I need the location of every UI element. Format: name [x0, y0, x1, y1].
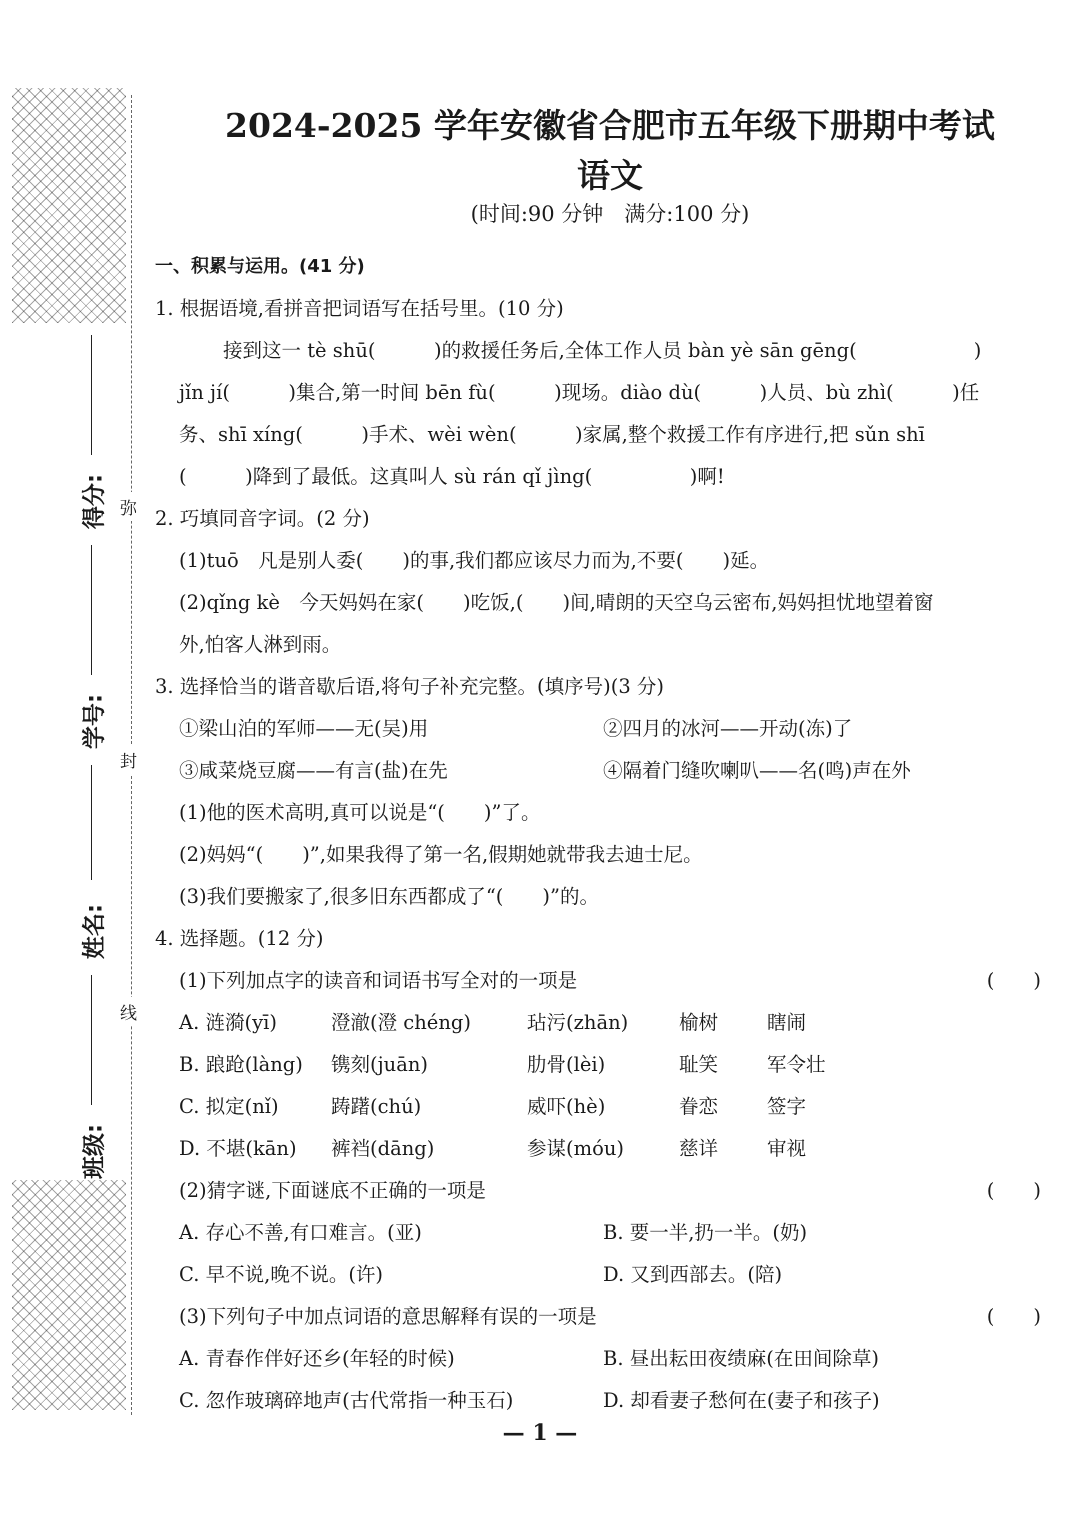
q1-line-1: 接到这一 tè shū( )的救援任务后,全体工作人员 bàn yè sān gēng( ): [223, 339, 982, 362]
q1-title: 1. 根据语境,看拼音把词语写在括号里。(10 分): [155, 297, 564, 320]
section-title: 一、积累与运用。(41 分): [155, 256, 365, 277]
q4-sub2-option-a: A. 存心不善,有口难言。(亚): [179, 1221, 422, 1244]
q4-sub2-stem-row: [155, 1170, 1045, 1212]
name-label: 姓名:: [81, 903, 108, 960]
q4-sub2-answer-paren: ( ): [986, 1179, 1041, 1202]
q4-sub3-row-1: [155, 1338, 1045, 1380]
binding-pattern-bottom: [12, 1180, 126, 1410]
q4-sub1-b-2: 镌刻(juān): [331, 1053, 429, 1076]
q4-sub1-a-5: 瞎闹: [767, 1011, 807, 1034]
q4-sub1-b-3: 肋骨(lèi): [527, 1053, 606, 1076]
q4-sub1-a-1: A. 涟漪(yī): [179, 1011, 277, 1034]
q4-sub1-d-4: 慈详: [679, 1137, 719, 1160]
q4-sub3-answer-paren: ( ): [986, 1305, 1041, 1328]
q3-item-1: (1)他的医术高明,真可以说是“( )”了。: [179, 801, 541, 824]
q4-sub1-stem: (1)下列加点字的读音和词语书写全对的一项是: [179, 969, 578, 992]
q2-line-2: (2)qǐng kè 今天妈妈在家( )吃饭,( )间,晴朗的天空乌云密布,妈妈担忧地望着窗: [179, 591, 934, 614]
q4-sub1-d-2: 裤裆(dāng): [331, 1137, 435, 1160]
exam-content: [155, 246, 1045, 1422]
exam-subject: 语文: [577, 156, 643, 195]
q3-options-row-1: [155, 708, 1045, 750]
q3-item-2: (2)妈妈“( )”,如果我得了第一名,假期她就带我去迪士尼。: [179, 843, 703, 866]
name-line: [91, 765, 92, 880]
q4-sub1-b-1: B. 踉跄(làng): [179, 1053, 303, 1076]
seal-char-feng: 封: [120, 745, 137, 774]
exam-time-info: (时间:90 分钟 满分:100 分): [470, 202, 750, 226]
q4-sub3-option-d: D. 却看妻子愁何在(妻子和孩子): [603, 1389, 880, 1412]
q4-sub2-option-c: C. 早不说,晚不说。(许): [179, 1263, 384, 1286]
q2-title: 2. 巧填同音字词。(2 分): [155, 507, 370, 530]
seal-char-mi: 弥: [120, 492, 137, 521]
q4-sub1-c-1: C. 拟定(nǐ): [179, 1095, 279, 1118]
q4-title: 4. 选择题。(12 分): [155, 927, 324, 950]
binding-pattern-top: [12, 88, 126, 323]
q4-sub3-row-2: [155, 1380, 1045, 1422]
q1-line-3: 务、shī xíng( )手术、wèi wèn( )家属,整个救援工作有序进行,把 sǔn shī: [179, 423, 925, 446]
student-id-label: 学号:: [81, 693, 108, 750]
q4-sub1-row-a: [155, 1002, 1045, 1044]
q4-sub1-c-4: 眷恋: [679, 1095, 719, 1118]
q4-sub1-row-d: [155, 1128, 1045, 1170]
q4-sub2-option-b: B. 要一半,扔一半。(奶): [603, 1221, 808, 1244]
q3-option-2: ②四月的冰河——开动(冻)了: [603, 717, 853, 740]
q2-line-3: 外,怕客人淋到雨。: [179, 633, 342, 656]
q4-sub1-a-4: 榆树: [679, 1011, 719, 1034]
q4-sub3-option-a: A. 青春作伴好还乡(年轻的时候): [179, 1347, 455, 1370]
q2-line-1: (1)tuō 凡是别人委( )的事,我们都应该尽力而为,不要( )延。: [179, 549, 770, 572]
q3-option-1: ①梁山泊的军师——无(吴)用: [179, 717, 429, 740]
q4-sub3-stem-row: [155, 1296, 1045, 1338]
q3-title: 3. 选择恰当的谐音歇后语,将句子补充完整。(填序号)(3 分): [155, 675, 665, 698]
q4-sub1-a-2: 澄澈(澄 chéng): [331, 1011, 471, 1034]
q3-option-4: ④隔着门缝吹喇叭——名(鸣)声在外: [603, 759, 911, 782]
q4-sub1-d-3: 参谋(móu): [527, 1137, 625, 1160]
q1-line-4: ( )降到了最低。这真叫人 sù rán qǐ jìng( )啊!: [179, 465, 725, 488]
q4-sub2-stem: (2)猜字谜,下面谜底不正确的一项是: [179, 1179, 486, 1202]
seal-char-xian: 线: [120, 997, 137, 1026]
class-label: 班级:: [81, 1123, 108, 1180]
q3-options-row-2: [155, 750, 1045, 792]
q4-sub2-row-2: [155, 1254, 1045, 1296]
student-id-line: [91, 545, 92, 675]
q4-sub2-option-d: D. 又到西部去。(陪): [603, 1263, 783, 1286]
exam-title: 2024-2025 学年安徽省合肥市五年级下册期中考试: [225, 106, 995, 145]
q4-sub1-b-5: 军令壮: [767, 1053, 826, 1076]
score-label: 得分:: [81, 473, 108, 530]
q4-sub1-row-c: [155, 1086, 1045, 1128]
score-line: [91, 335, 92, 455]
q4-sub3-option-b: B. 昼出耘田夜绩麻(在田间除草): [603, 1347, 879, 1370]
q4-sub1-b-4: 耻笑: [679, 1053, 719, 1076]
q4-sub1-d-5: 审视: [767, 1137, 807, 1160]
q3-item-3: (3)我们要搬家了,很多旧东西都成了“( )”的。: [179, 885, 599, 908]
q4-sub1-row-b: [155, 1044, 1045, 1086]
q4-sub2-row-1: [155, 1212, 1045, 1254]
class-line: [91, 975, 92, 1105]
q4-sub1-stem-row: [155, 960, 1045, 1002]
q4-sub1-c-3: 威吓(hè): [527, 1095, 606, 1118]
q4-sub1-answer-paren: ( ): [986, 969, 1041, 992]
q4-sub1-c-2: 踌躇(chú): [331, 1095, 422, 1118]
q4-sub3-option-c: C. 忽作玻璃碎地声(古代常指一种玉石): [179, 1389, 514, 1412]
page-number: — 1 —: [502, 1420, 578, 1446]
q4-sub3-stem: (3)下列句子中加点词语的意思解释有误的一项是: [179, 1305, 597, 1328]
q4-sub1-d-1: D. 不堪(kān): [179, 1137, 297, 1160]
q1-line-2: jǐn jí( )集合,第一时间 bēn fù( )现场。diào dù( )人员、bù zhì( )任: [179, 381, 980, 404]
q4-sub1-c-5: 签字: [767, 1095, 807, 1118]
q3-option-3: ③咸菜烧豆腐——有言(盐)在先: [179, 759, 448, 782]
q4-sub1-a-3: 玷污(zhān): [527, 1011, 629, 1034]
